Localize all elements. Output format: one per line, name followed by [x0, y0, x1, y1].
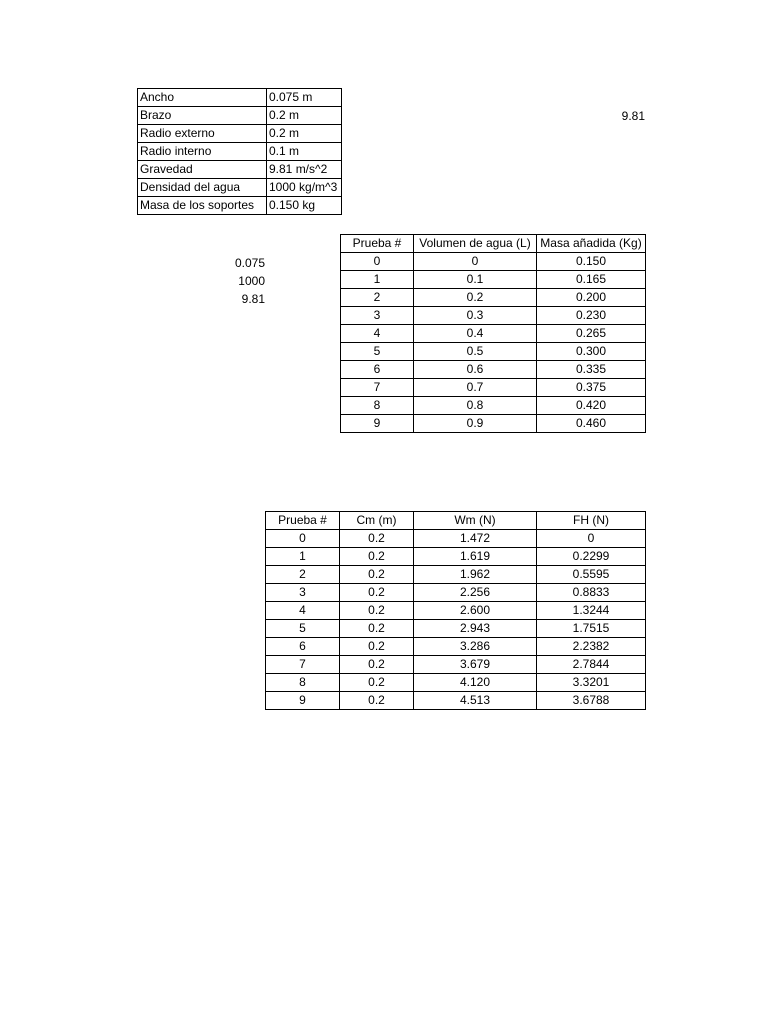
- table-cell[interactable]: 0.2: [340, 566, 414, 584]
- table-cell[interactable]: 0.2: [340, 530, 414, 548]
- table-cell[interactable]: 2.600: [414, 602, 537, 620]
- table-cell[interactable]: 3.6788: [537, 692, 646, 710]
- table-cell[interactable]: 3.679: [414, 656, 537, 674]
- table-cell[interactable]: 2.2382: [537, 638, 646, 656]
- table-row: [341, 307, 646, 325]
- table-cell[interactable]: 0.8833: [537, 584, 646, 602]
- table-cell[interactable]: 0.2: [340, 638, 414, 656]
- table-row: [266, 602, 646, 620]
- loose-value-density[interactable]: 1000: [238, 274, 265, 288]
- table-cell[interactable]: 4.513: [414, 692, 537, 710]
- table-row: [266, 530, 646, 548]
- table-cell[interactable]: 2: [341, 289, 414, 307]
- parameter-label[interactable]: Brazo: [138, 107, 267, 125]
- parameters-table: [137, 88, 342, 215]
- loose-value-gravity[interactable]: 9.81: [241, 292, 265, 306]
- table-cell[interactable]: 0.2: [340, 602, 414, 620]
- table-cell[interactable]: 0.6: [414, 361, 537, 379]
- table-cell[interactable]: 1.3244: [537, 602, 646, 620]
- table-row: [266, 692, 646, 710]
- table-row: [341, 415, 646, 433]
- table-cell[interactable]: 0.460: [537, 415, 646, 433]
- table-cell[interactable]: 9: [266, 692, 340, 710]
- table-cell[interactable]: 0.9: [414, 415, 537, 433]
- parameter-value[interactable]: 0.1 m: [267, 143, 342, 161]
- column-header[interactable]: FH (N): [537, 512, 646, 530]
- parameter-label[interactable]: Densidad del agua: [138, 179, 267, 197]
- table-cell[interactable]: 0.2: [340, 656, 414, 674]
- table-row: [138, 179, 342, 197]
- table-row: [266, 548, 646, 566]
- table-cell[interactable]: 0.8: [414, 397, 537, 415]
- table-cell[interactable]: 0.1: [414, 271, 537, 289]
- table-cell[interactable]: 0.335: [537, 361, 646, 379]
- table-cell[interactable]: 0: [414, 253, 537, 271]
- table-cell[interactable]: 0.300: [537, 343, 646, 361]
- table-row: [341, 397, 646, 415]
- column-header[interactable]: Prueba #: [341, 235, 414, 253]
- parameter-label[interactable]: Radio externo: [138, 125, 267, 143]
- table-cell[interactable]: 4: [266, 602, 340, 620]
- column-header[interactable]: Prueba #: [266, 512, 340, 530]
- column-header[interactable]: Wm (N): [414, 512, 537, 530]
- table-cell[interactable]: 2.7844: [537, 656, 646, 674]
- table-cell[interactable]: 7: [341, 379, 414, 397]
- table-cell[interactable]: 2.943: [414, 620, 537, 638]
- table-cell[interactable]: 7: [266, 656, 340, 674]
- table-cell[interactable]: 4.120: [414, 674, 537, 692]
- column-header[interactable]: Cm (m): [340, 512, 414, 530]
- table-cell[interactable]: 0.2: [340, 674, 414, 692]
- table-cell[interactable]: 0.420: [537, 397, 646, 415]
- table-row: [138, 89, 342, 107]
- table-cell[interactable]: 9: [341, 415, 414, 433]
- table-cell[interactable]: 0: [266, 530, 340, 548]
- table-row: [266, 566, 646, 584]
- table-cell[interactable]: 3.3201: [537, 674, 646, 692]
- table-row: [341, 343, 646, 361]
- table-cell[interactable]: 0.5595: [537, 566, 646, 584]
- table-row: [138, 125, 342, 143]
- table-header-row: [341, 235, 646, 253]
- table-row: [341, 325, 646, 343]
- table-cell[interactable]: 8: [266, 674, 340, 692]
- table-cell[interactable]: 3.286: [414, 638, 537, 656]
- table-row: [138, 143, 342, 161]
- table-cell[interactable]: 0.2299: [537, 548, 646, 566]
- table-cell[interactable]: 6: [341, 361, 414, 379]
- parameter-value[interactable]: 0.2 m: [267, 107, 342, 125]
- gravity-cell[interactable]: 9.81: [621, 109, 645, 123]
- table-cell[interactable]: 0.200: [537, 289, 646, 307]
- table-cell[interactable]: 3: [341, 307, 414, 325]
- parameter-value[interactable]: 0.075 m: [267, 89, 342, 107]
- parameter-label[interactable]: Gravedad: [138, 161, 267, 179]
- table-cell[interactable]: 0.7: [414, 379, 537, 397]
- loose-value-width[interactable]: 0.075: [234, 256, 265, 270]
- table-cell[interactable]: 6: [266, 638, 340, 656]
- table-cell[interactable]: 0.2: [340, 548, 414, 566]
- table-cell[interactable]: 0.2: [414, 289, 537, 307]
- table-cell[interactable]: 0.375: [537, 379, 646, 397]
- table-header-row: [266, 512, 646, 530]
- table-row: [138, 107, 342, 125]
- table-row: [341, 271, 646, 289]
- table-row: [341, 361, 646, 379]
- forces-table: [265, 511, 646, 710]
- table-cell[interactable]: 0: [341, 253, 414, 271]
- table-row: [341, 289, 646, 307]
- parameter-label[interactable]: Masa de los soportes: [138, 197, 267, 215]
- table-row: [341, 253, 646, 271]
- table-cell[interactable]: 0: [537, 530, 646, 548]
- table-row: [266, 674, 646, 692]
- table-row: [138, 197, 342, 215]
- table-cell[interactable]: 1: [266, 548, 340, 566]
- table-row: [138, 161, 342, 179]
- table-cell[interactable]: 0.4: [414, 325, 537, 343]
- table-cell[interactable]: 1.472: [414, 530, 537, 548]
- parameter-value[interactable]: 1000 kg/m^3: [267, 179, 342, 197]
- table-cell[interactable]: 0.265: [537, 325, 646, 343]
- table-cell[interactable]: 2.256: [414, 584, 537, 602]
- table-row: [266, 584, 646, 602]
- table-cell[interactable]: 1: [341, 271, 414, 289]
- table-cell[interactable]: 0.2: [340, 692, 414, 710]
- table-cell[interactable]: 8: [341, 397, 414, 415]
- table-row: [266, 638, 646, 656]
- table-cell[interactable]: 0.3: [414, 307, 537, 325]
- parameter-value[interactable]: 0.150 kg: [267, 197, 342, 215]
- table-cell[interactable]: 5: [266, 620, 340, 638]
- parameter-label[interactable]: Radio interno: [138, 143, 267, 161]
- parameter-value[interactable]: 9.81 m/s^2: [267, 161, 342, 179]
- table-cell[interactable]: 4: [341, 325, 414, 343]
- table-row: [266, 620, 646, 638]
- table-cell[interactable]: 0.230: [537, 307, 646, 325]
- column-header[interactable]: Masa añadida (Kg): [537, 235, 646, 253]
- table-cell[interactable]: 1.619: [414, 548, 537, 566]
- loose-values-column: [200, 254, 265, 308]
- table-cell[interactable]: 0.150: [537, 253, 646, 271]
- table-cell[interactable]: 2: [266, 566, 340, 584]
- table-row: [341, 379, 646, 397]
- table-row: [266, 656, 646, 674]
- table-cell[interactable]: 0.165: [537, 271, 646, 289]
- table-cell[interactable]: 1.7515: [537, 620, 646, 638]
- table-cell[interactable]: 0.2: [340, 620, 414, 638]
- table-cell[interactable]: 3: [266, 584, 340, 602]
- column-header[interactable]: Volumen de agua (L): [414, 235, 537, 253]
- trials-table: [340, 234, 646, 433]
- table-cell[interactable]: 5: [341, 343, 414, 361]
- table-cell[interactable]: 1.962: [414, 566, 537, 584]
- parameter-value[interactable]: 0.2 m: [267, 125, 342, 143]
- table-cell[interactable]: 0.2: [340, 584, 414, 602]
- table-cell[interactable]: 0.5: [414, 343, 537, 361]
- parameter-label[interactable]: Ancho: [138, 89, 267, 107]
